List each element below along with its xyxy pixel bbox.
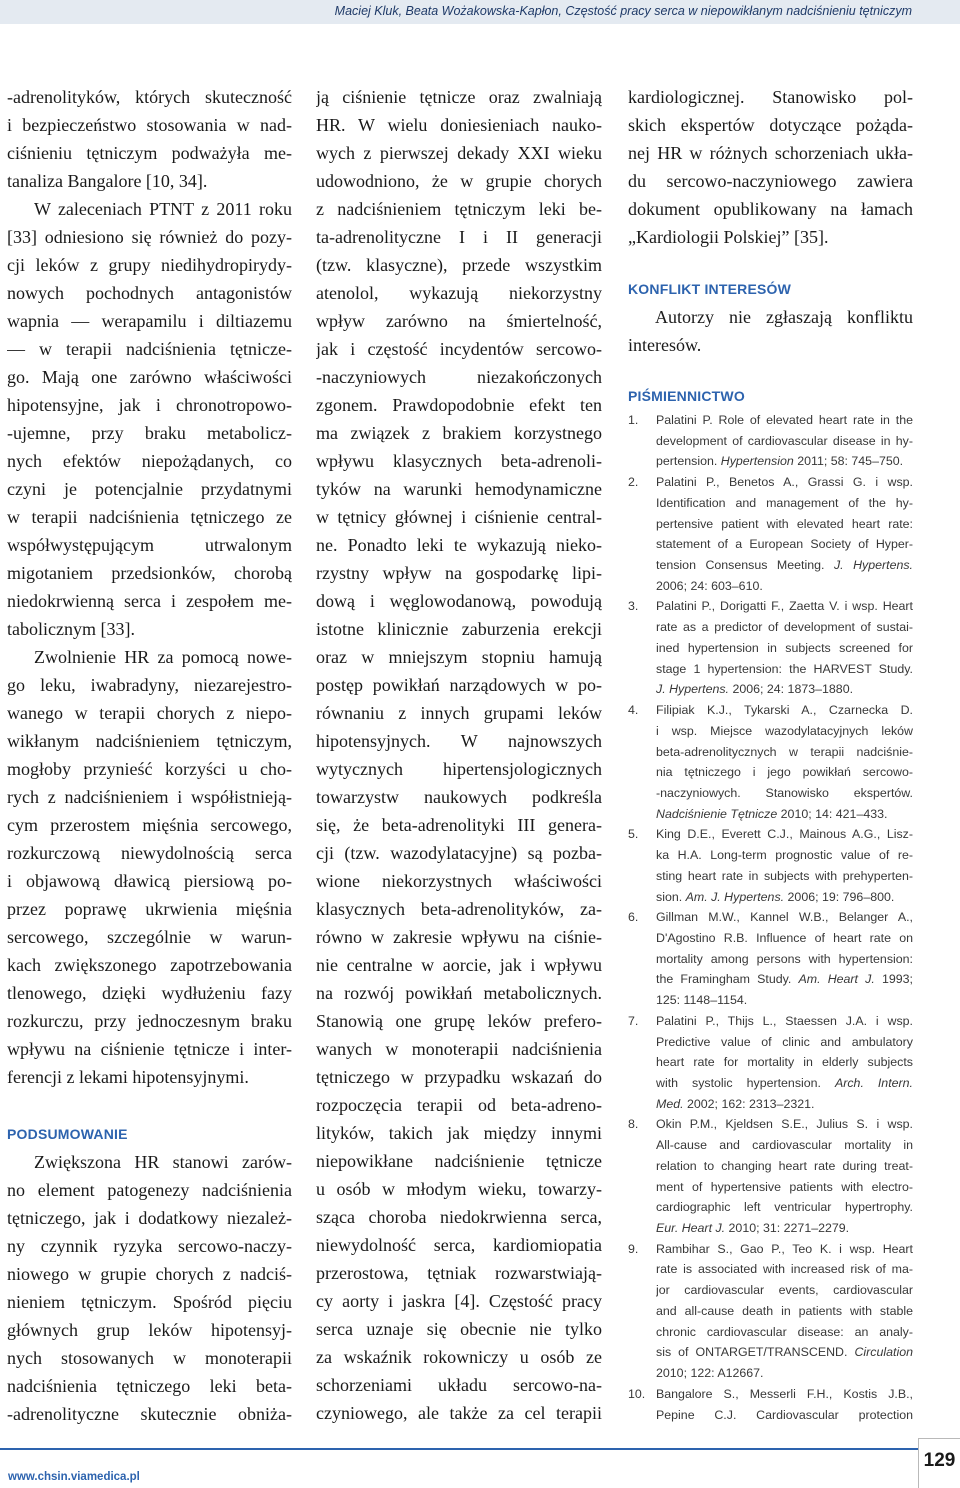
- text-line: ma związek z brakiem korzystnego: [316, 423, 602, 443]
- text-line: niewydolność serca, kardiomiopatia: [316, 1235, 602, 1255]
- journal-title: Eur. Heart J.: [656, 1221, 726, 1236]
- text-line: niedokrwienną serca i zespołem me-: [7, 591, 292, 611]
- text-line: tętniczego w przypadku wskazań do: [316, 1067, 602, 1087]
- reference-text: 2010; 14: 421–433.: [777, 806, 888, 821]
- text-line: ją ciśnienie tętnicze oraz zwalniają: [316, 87, 602, 107]
- reference-item: [628, 1011, 913, 1115]
- text-line: cji (tzw. wazodylatacyjne) są pozba-: [316, 843, 602, 863]
- text-line: na rozwój powikłań metabolicznych.: [316, 983, 602, 1003]
- text-line: -adrenolityczne skutecznie obniża-: [7, 1404, 292, 1424]
- text-line: za wskaźnik rokowniczy u osób ze: [316, 1347, 602, 1367]
- text-line: czyniowego, ale także za cel terapii: [316, 1403, 602, 1423]
- text-line: go leku, iwabradyny, niezarejestro-: [7, 675, 292, 695]
- reference-number: 3.: [628, 599, 639, 614]
- text-line: rozpoczęcia terapii od beta-adreno-: [316, 1095, 602, 1115]
- reference-item: [628, 907, 913, 1011]
- reference-number: 6.: [628, 910, 639, 925]
- text-line: równaniu z innych grupami leków: [316, 703, 602, 723]
- text-line: u osób w młodym wieku, towarzy-: [316, 1179, 602, 1199]
- reference-text: pertension.: [656, 454, 721, 469]
- reference-number: 10.: [628, 1386, 646, 1401]
- reference-text: the Framingham Study.: [656, 972, 799, 987]
- running-header: [0, 0, 960, 24]
- reference-line: Filipiak K.J., Tykarski A., Czarnecka D.: [656, 703, 913, 718]
- reference-line: Bangalore S., Messerli F.H., Kostis J.B.,: [656, 1386, 913, 1401]
- reference-line: stage 1 hypertension: the HARVEST Study.: [656, 661, 913, 676]
- text-line: niepowikłane nadciśnienie tętnicze: [316, 1151, 602, 1171]
- text-line: mogłoby przynieść korzyści u cho-: [7, 759, 292, 779]
- reference-line: pertensive patient with elevated heart rate:: [656, 516, 913, 531]
- text-line: sercowego, szczególnie w warun-: [7, 927, 292, 947]
- text-line: udowodniono, że w grupie chorych: [316, 171, 602, 191]
- running-title: Maciej Kluk, Beata Wożakowska-Kapłon, Częstość pracy serca w niepowikłanym nadciśnieniu tętniczym: [334, 4, 912, 18]
- text-line: towarzystw naukowych podkreśla: [316, 787, 602, 807]
- reference-line: All-cause and cardiovascular mortality in: [656, 1138, 913, 1153]
- journal-url-link[interactable]: www.chsin.viamedica.pl: [8, 1471, 140, 1483]
- text-line: — w terapii nadciśnienia tętnicze-: [7, 339, 292, 359]
- text-line: istotne klinicznie zaburzenia erekcji: [316, 619, 602, 639]
- text-line: go. Mają one zarówno właściwości: [7, 367, 292, 387]
- reference-number: 8.: [628, 1117, 639, 1132]
- text-line: niowego w grupie chorych z nadciś-: [7, 1264, 292, 1284]
- reference-line: Predictive value of clinic and ambulatory: [656, 1034, 913, 1049]
- text-line: wpływ zarówno na śmiertelność,: [316, 311, 602, 331]
- page-number-box: [918, 1438, 960, 1488]
- text-line: ciśnieniu tętniczym podważyła me-: [7, 143, 292, 163]
- reference-text: tension Consensus Meeting.: [656, 558, 834, 573]
- text-line: dową i węglowodanową, powodują: [316, 591, 602, 611]
- text-line: się, że beta-adrenolityki III genera-: [316, 815, 602, 835]
- text-line: przerostowa, tętniak rozwarstwiają-: [316, 1263, 602, 1283]
- text-line: nowych pochodnych antagonistów: [7, 283, 292, 303]
- text-line: sząca choroba niedokrwienna serca,: [316, 1207, 602, 1227]
- reference-item: [628, 1239, 913, 1384]
- text-column-right: [628, 83, 913, 1425]
- reference-line: 2006; 24: 603–610.: [656, 578, 763, 593]
- reference-line: Palatini P., Benetos A., Grassi G. i wsp.: [656, 475, 913, 490]
- journal-title: Med.: [656, 1096, 684, 1111]
- text-line: wapnia — werapamilu i diltiazemu: [7, 311, 292, 331]
- text-line: czyni je potencjalnie przydatnymi: [7, 479, 292, 499]
- reference-text: 2011; 58: 745–750.: [793, 454, 904, 469]
- reference-line: beta-adrenolitycznych w terapii nadciśnie-: [656, 744, 913, 759]
- text-line: cji leków z grupy niedihydropirydy-: [7, 255, 292, 275]
- text-line: wytycznych hipertensjologicznych: [316, 759, 602, 779]
- reference-line: ka H.A. Long-term prognostic value of re-: [656, 848, 913, 863]
- text-line: postęp powikłań narządowych w po-: [316, 675, 602, 695]
- text-line: ferencji z lekami hipotensyjnymi.: [7, 1067, 249, 1087]
- text-line: z nadciśnieniem tętniczym leki be-: [316, 199, 602, 219]
- text-line: wione niekorzystnych właściwości: [316, 871, 602, 891]
- text-line: i bezpieczeństwo stosowania w nad-: [7, 115, 292, 135]
- reference-text: 2006; 24: 1873–1880.: [729, 682, 854, 697]
- text-line: nych efektów niepożądanych, co: [7, 451, 292, 471]
- reference-line: i wsp. Miejsce wazodylatacyjnych leków: [656, 723, 913, 738]
- reference-text: sion.: [656, 889, 686, 904]
- reference-item: [628, 824, 913, 907]
- reference-line: Rambihar S., Gao P., Teo K. i wsp. Heart: [656, 1241, 913, 1256]
- text-line: tyków na warunki hemodynamiczne: [316, 479, 602, 499]
- reference-number: 4.: [628, 703, 639, 718]
- section-heading: KONFLIKT INTERESÓW: [628, 281, 792, 297]
- text-line: Zwolnienie HR za pomocą nowe-: [34, 647, 292, 667]
- paragraph: [628, 303, 913, 359]
- reference-line: sting heart rate in subjects with prehyperten-: [656, 868, 913, 883]
- reference-line: statement of a European Society of Hyper-: [656, 537, 913, 552]
- text-line: wikłanym nadciśnieniem tętniczym,: [7, 731, 292, 751]
- reference-line: [656, 1342, 913, 1363]
- reference-line: [656, 804, 913, 825]
- reference-line: [656, 1073, 913, 1094]
- reference-item: [628, 1384, 913, 1425]
- reference-list: [628, 410, 913, 1425]
- text-line: Zwiększona HR stanowi zarów-: [34, 1152, 292, 1172]
- text-line: „Kardiologii Polskiej” [35].: [628, 227, 829, 247]
- reference-item: [628, 1114, 913, 1238]
- text-line: jak i częstość incydentów sercowo-: [316, 339, 602, 359]
- text-line: dokument opublikowany na łamach: [628, 199, 913, 219]
- text-line: głównych grup leków hipotensyj-: [7, 1320, 292, 1340]
- text-line: nieniem tętniczym. Spośród pięciu: [7, 1292, 292, 1312]
- text-column-middle: [316, 83, 602, 1427]
- paragraph: [316, 83, 602, 1427]
- reference-line: heart rate for mortality in elderly subjects: [656, 1055, 913, 1070]
- text-line: wpływu na ciśnienie tętnicze i inter-: [7, 1039, 292, 1059]
- text-line: współwystępującym utrwalonym: [7, 535, 292, 555]
- reference-line: [656, 887, 913, 908]
- reference-line: 125: 1148–1154.: [656, 993, 748, 1008]
- reference-text: sis of ONTARGET/TRANSCEND.: [656, 1345, 855, 1360]
- text-line: no element patogenezy nadciśnienia: [7, 1180, 292, 1200]
- text-column-left: [7, 83, 292, 1428]
- text-line: -ujemne, przy braku metabolicz-: [7, 423, 292, 443]
- text-line: hipotensyjnych. W najnowszych: [316, 731, 602, 751]
- paragraph: [7, 1148, 292, 1428]
- journal-title: Am. J. Hypertens.: [685, 889, 785, 904]
- text-line: -naczyniowych niezakończonych: [316, 367, 602, 387]
- text-line: równo w zakresie wpływu na ciśnie-: [316, 927, 602, 947]
- reference-line: [656, 679, 913, 700]
- reference-item: [628, 472, 913, 596]
- text-line: nej HR w różnych schorzeniach ukła-: [628, 143, 913, 163]
- text-line: ny czynnik ryzyka sercowo-naczy-: [7, 1236, 292, 1256]
- text-line: wanego w terapii chorych z niepo-: [7, 703, 292, 723]
- reference-line: 2010; 122: A12667.: [656, 1366, 764, 1381]
- reference-line: and all-cause death in patients with stable: [656, 1303, 913, 1318]
- section-heading: PIŚMIENNICTWO: [628, 388, 745, 404]
- text-line: nych stosowanych w monoterapii: [7, 1348, 292, 1368]
- reference-line: [656, 1094, 913, 1115]
- footer-rule: [0, 1448, 918, 1450]
- text-line: zgonem. Prawdopodobnie efekt ten: [316, 395, 602, 415]
- reference-line: jor cardiovascular events, cardiovascular: [656, 1283, 913, 1298]
- reference-line: Palatini P., Dorigatti F., Zaetta V. i wsp. Heart: [656, 599, 913, 614]
- text-line: kach zwiększonego zapotrzebowania: [7, 955, 292, 975]
- text-line: i objawową dławicą piersiową po-: [7, 871, 292, 891]
- text-line: wanych w monoterapii nadciśnienia: [316, 1039, 602, 1059]
- reference-line: Okin P.M., Kjeldsen S.E., Julius S. i wsp.: [656, 1117, 913, 1132]
- reference-line: -naczyniowych. Stanowisko ekspertów.: [656, 785, 913, 800]
- text-line: du sercowo-naczyniowego zawiera: [628, 171, 913, 191]
- reference-text: 1993;: [874, 972, 913, 987]
- section-heading: PODSUMOWANIE: [7, 1126, 128, 1142]
- text-line: HR. W wielu doniesieniach nauko-: [316, 115, 602, 135]
- journal-title: Nadciśnienie Tętnicze: [656, 806, 778, 821]
- reference-text: 2010; 31: 2271–2279.: [725, 1221, 850, 1236]
- text-line: nie centralne w aorcie, jak i wpływu: [316, 955, 602, 975]
- reference-number: 5.: [628, 827, 639, 842]
- text-line: tanaliza Bangalore [10, 34].: [7, 171, 208, 191]
- text-line: rych z nadciśnieniem i współistnieją-: [7, 787, 292, 807]
- reference-line: ined hypertension in subjects screened for: [656, 640, 913, 655]
- text-line: kardiologicznej. Stanowisko pol-: [628, 87, 913, 107]
- reference-line: mortality among persons with hypertension:: [656, 951, 913, 966]
- text-line: -adrenolityków, których skuteczność: [7, 87, 292, 107]
- reference-line: D'Agostino R.B. Influence of heart rate on: [656, 930, 913, 945]
- paragraph: [7, 195, 292, 643]
- text-line: Stanowią one grupę leków prefero-: [316, 1011, 602, 1031]
- reference-number: 7.: [628, 1013, 639, 1028]
- reference-line: rate as a predictor of development of sustai-: [656, 620, 913, 635]
- text-line: serca uznaje się obecnie nie tylko: [316, 1319, 602, 1339]
- reference-line: King D.E., Everett C.J., Mainous A.G., Lisz-: [656, 827, 913, 842]
- reference-line: Identification and management of the hy-: [656, 495, 913, 510]
- text-line: tętniczego, jak i dodatkowy niezależ-: [7, 1208, 292, 1228]
- reference-line: Palatini P., Thijs L., Staessen J.A. i wsp.: [656, 1013, 913, 1028]
- reference-text: 2002; 162: 2313–2321.: [683, 1096, 815, 1111]
- text-line: interesów.: [628, 335, 702, 355]
- reference-number: 9.: [628, 1241, 639, 1256]
- text-line: wych z pierwszej dekady XXI wieku: [316, 143, 602, 163]
- text-line: Autorzy nie zgłaszają konfliktu: [655, 307, 913, 327]
- reference-line: [656, 451, 913, 472]
- text-line: schorzeniami układu sercowo-na-: [316, 1375, 602, 1395]
- reference-line: Palatini P. Role of elevated heart rate in the: [656, 413, 913, 427]
- paragraph: [7, 643, 292, 1091]
- text-line: (tzw. klasyczne), przede wszystkim: [316, 255, 602, 275]
- journal-title: Hypertension: [720, 454, 794, 469]
- text-line: rozkurczu, przy jednoczesnym braku: [7, 1011, 292, 1031]
- journal-title: J. Hypertens.: [833, 558, 913, 573]
- journal-title: Am. Heart J.: [798, 972, 875, 987]
- text-line: tabolicznym [33].: [7, 619, 135, 639]
- text-line: [33] odniesiono się również do pozy-: [7, 227, 292, 247]
- reference-line: nia tętniczego i jego powikłań sercowo-: [656, 765, 913, 780]
- text-line: W zaleceniach PTNT z 2011 roku: [34, 199, 292, 219]
- reference-line: rate is associated with increased risk of ma-: [656, 1262, 913, 1277]
- text-line: skich ekspertów dotyczące pożąda-: [628, 115, 913, 135]
- reference-line: [656, 969, 913, 990]
- journal-title: Arch. Intern.: [834, 1076, 913, 1090]
- reference-line: [656, 1218, 913, 1239]
- reference-line: cardiographic left ventricular hypertrophy.: [656, 1200, 913, 1215]
- reference-text: 2006; 19: 796–800.: [784, 889, 895, 904]
- reference-line: Pepine C.J. Cardiovascular protection: [656, 1407, 913, 1422]
- text-line: ne. Ponadto leki te wykazują nieko-: [316, 535, 602, 555]
- reference-number: 1.: [628, 413, 639, 427]
- page-number: 129: [923, 1450, 956, 1471]
- reference-number: 2.: [628, 475, 639, 490]
- text-line: w terapii nadciśnienia tętniczego ze: [7, 507, 292, 527]
- paragraph: [7, 83, 292, 195]
- text-line: cy aorty i jaskra [4]. Częstość pracy: [316, 1291, 602, 1311]
- paragraph: [628, 83, 913, 251]
- reference-text: with systolic hypertension.: [656, 1076, 835, 1090]
- reference-item: [628, 596, 913, 700]
- text-line: hipotensyjne, jak i chronotropowo-: [7, 395, 292, 415]
- text-line: migotaniem przedsionków, chorobą: [7, 563, 292, 583]
- text-line: nadciśnienia tętniczego leki beta-: [7, 1376, 292, 1396]
- reference-line: [656, 555, 913, 576]
- reference-line: ment of hypertensive patients with electro-: [656, 1179, 913, 1194]
- text-line: lityków, takich jak między innymi: [316, 1123, 602, 1143]
- text-line: rozkurczową niewydolnością serca: [7, 843, 292, 863]
- text-line: rzystny wpływ na gospodarkę lipi-: [316, 563, 602, 583]
- text-line: cym przerostem mięśnia sercowego,: [7, 815, 292, 835]
- reference-line: development of cardiovascular disease in hy-: [656, 433, 913, 448]
- reference-line: Gillman M.W., Kannel W.B., Belanger A.,: [656, 910, 913, 925]
- reference-line: relation to changing heart rate during treat-: [656, 1158, 913, 1173]
- text-line: w tętnicy głównej i ciśnienie central-: [316, 507, 602, 527]
- reference-item: [628, 700, 913, 824]
- journal-title: Circulation: [854, 1345, 913, 1360]
- text-line: atenolol, wykazują niekorzystny: [316, 283, 602, 303]
- journal-title: J. Hypertens.: [656, 682, 729, 697]
- text-line: ta-adrenolityczne I i II generacji: [316, 227, 602, 247]
- text-line: wpływu klasycznych beta-adrenoli-: [316, 451, 602, 471]
- text-line: klasycznych beta-adrenolityków, za-: [316, 899, 602, 919]
- reference-line: chronic cardiovascular disease: an analy-: [656, 1324, 913, 1339]
- text-line: przez poprawę ukrwienia mięśnia: [7, 899, 292, 919]
- text-line: tlenowego, dzięki wydłużeniu fazy: [7, 983, 292, 1003]
- reference-item: [628, 410, 913, 472]
- text-line: oraz w mniejszym stopniu hamują: [316, 647, 602, 667]
